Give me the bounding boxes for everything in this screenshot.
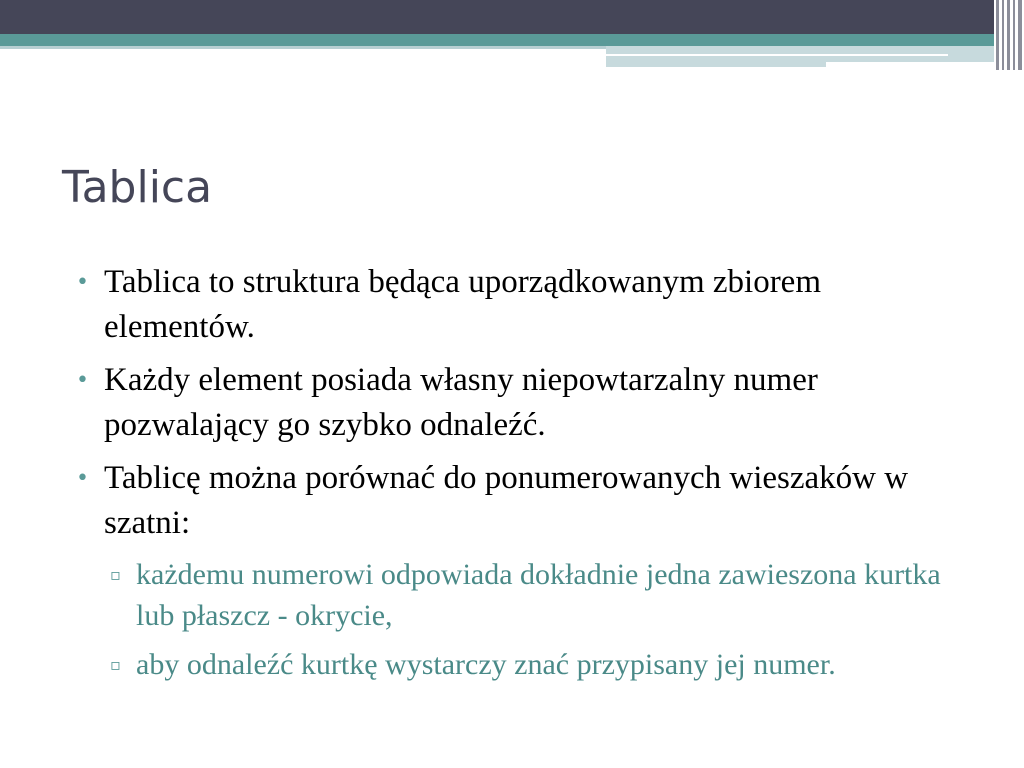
- bullet-item: [74, 456, 974, 546]
- header-band-light-right: [606, 46, 998, 62]
- bullet-item: [74, 358, 974, 448]
- sub-bullet-marker-icon: ▫: [110, 655, 121, 674]
- header-band-light-lower: [606, 62, 826, 67]
- header-band-teal: [0, 34, 1024, 46]
- bullet-item: [74, 260, 974, 350]
- sub-bullet-text: aby odnaleźć kurtkę wystarczy znać przypisany jej numer.: [136, 648, 836, 681]
- slide-content: [74, 260, 974, 693]
- sub-bullet-marker-icon: ▫: [110, 565, 121, 584]
- bullet-text: Tablicę można porównać do ponumerowanych wieszaków w szatni:: [104, 460, 909, 541]
- sub-bullet-item: [110, 554, 974, 636]
- bullet-marker-icon: •: [76, 270, 89, 295]
- bullet-list: [74, 260, 974, 685]
- bullet-text: Tablica to struktura będąca uporządkowanym zbiorem elementów.: [104, 264, 821, 345]
- header-band-dark: [0, 0, 1024, 34]
- header-vertical-stripes: [994, 0, 1024, 70]
- sub-bullet-text: każdemu numerowi odpowiada dokładnie jedna zawieszona kurtka lub płaszcz - okrycie,: [136, 558, 941, 632]
- bullet-marker-icon: •: [76, 466, 89, 491]
- bullet-marker-icon: •: [76, 368, 89, 393]
- header-band-inner-line: [606, 54, 948, 56]
- bullet-text: Każdy element posiada własny niepowtarzalny numer pozwalający go szybko odnaleźć.: [104, 362, 818, 443]
- header-band-light: [0, 46, 606, 49]
- slide-title: Tablica: [62, 162, 213, 213]
- sub-bullet-item: [110, 644, 974, 685]
